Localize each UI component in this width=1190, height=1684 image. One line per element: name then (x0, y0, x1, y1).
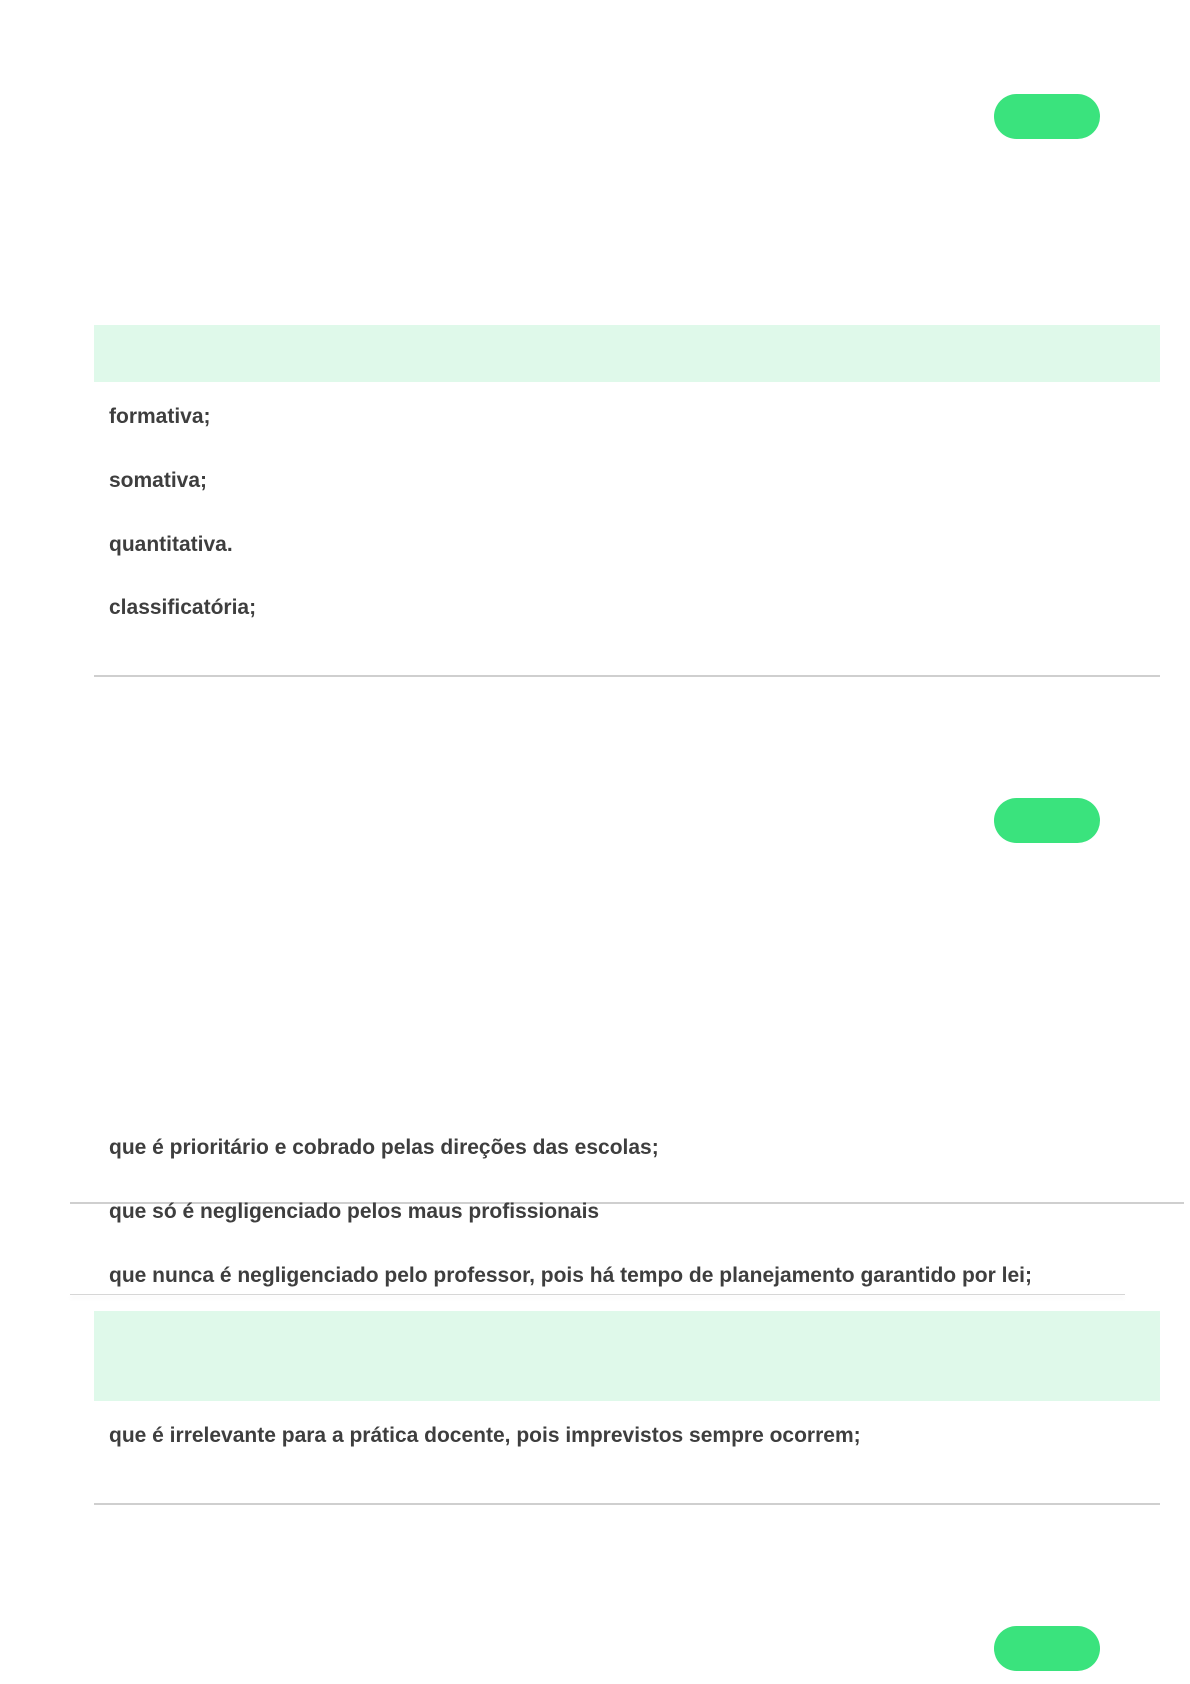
status-badge-q1 (994, 94, 1100, 139)
answer-option-q2-b: que só é negligenciado pelos maus profissionais (109, 1200, 600, 1223)
answer-option-q2-a: que é prioritário e cobrado pelas direções das escolas; (109, 1136, 659, 1159)
answer-option-q1-b: somativa; (109, 469, 208, 492)
correct-answer-highlight-q2 (94, 1311, 1160, 1401)
status-badge-q2 (994, 798, 1100, 843)
answer-option-q2-c: que nunca é negligenciado pelo professor, pois há tempo de planejamento garantido por lei; (109, 1264, 1032, 1287)
overlay-divider-bottom (70, 1294, 1125, 1295)
status-badge-q3 (994, 1626, 1100, 1671)
divider-q2 (94, 1503, 1160, 1505)
answer-option-q1-a: formativa; (109, 405, 211, 428)
answer-option-q1-d: classificatória; (109, 596, 257, 619)
answer-option-q1-c: quantitativa. (109, 533, 233, 556)
correct-answer-highlight-q1 (94, 325, 1160, 382)
answer-option-q2-d: que é irrelevante para a prática docente, pois imprevistos sempre ocorrem; (109, 1424, 861, 1447)
divider-q1 (94, 675, 1160, 677)
